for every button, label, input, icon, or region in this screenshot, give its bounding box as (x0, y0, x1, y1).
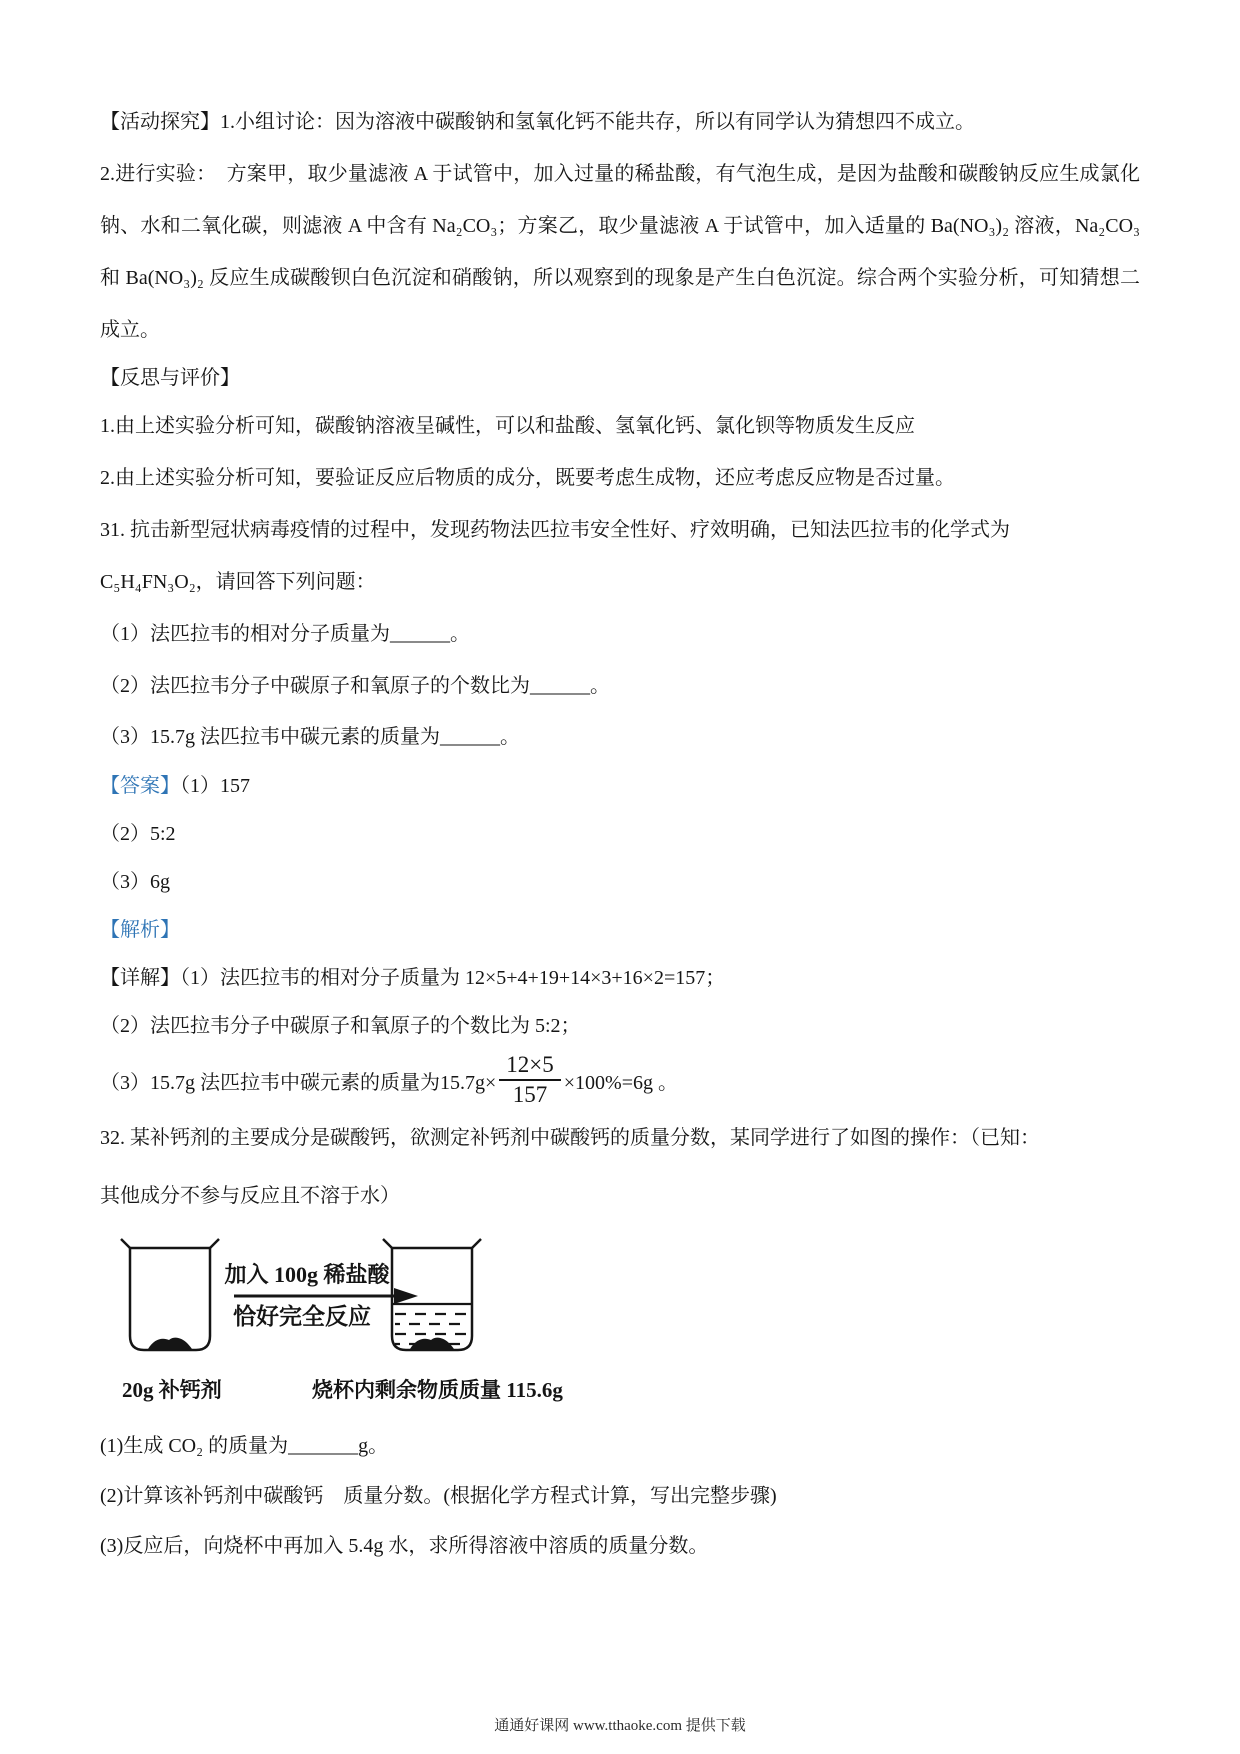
arrow-label-top: 加入 100g 稀盐酸 (224, 1262, 390, 1287)
analysis-label: 【解析】 (100, 919, 180, 941)
q31-detail-3 (100, 1050, 1140, 1110)
reflection-heading: 【反思与评价】 (100, 367, 240, 389)
q32-stem-line2: 其他成分不参与反应且不溶于水） (100, 1185, 400, 1207)
q31-sub2: （2）法匹拉韦分子中碳原子和氧原子的个数比为______。 (100, 675, 610, 697)
detail3-prefix: （3）15.7g 法匹拉韦中碳元素的质量为15.7g× (100, 1071, 497, 1094)
q31-answer-line1 (100, 762, 1140, 810)
answer-1-value: （1）157 (180, 775, 250, 797)
footer-text: 通通好课网 www.tthaoke.com 提供下载 (494, 1718, 746, 1734)
fraction (499, 1052, 560, 1108)
q32-sub3: (3)反应后，向烧杯中再加入 5.4g 水，求所得溶液中溶质的质量分数。 (100, 1535, 709, 1557)
experiment-plan: 2.进行实验： 方案甲，取少量滤液 A 于试管中，加入过量的稀盐酸，有气泡生成，是因为盐酸和碳酸钠反应生成氯化钠、水和二氧化碳，则滤液 A 中含有 Na₂CO₃；方案乙，取少量滤液 A 于试管中，加入适量的 Ba(NO₃)₂ 溶液，Na₂CO₃ 和 Ba(NO₃)₂ 反应生成碳酸钡白色沉淀和硝酸钠，所以观察到的现象是产生白色沉淀。综合两个实验分析，可知猜想二成立。 (100, 163, 1140, 341)
q31-sub1: （1）法匹拉韦的相对分子质量为______。 (100, 623, 470, 645)
reflection-item-1: 1.由上述实验分析可知，碳酸钠溶液呈碱性，可以和盐酸、氢氧化钙、氯化钡等物质发生反应 (100, 415, 915, 437)
answer-label: 【答案】 (100, 775, 180, 797)
activity-discussion: 【活动探究】1.小组讨论：因为溶液中碳酸钠和氢氧化钙不能共存，所以有同学认为猜想四不成立。 (100, 111, 975, 133)
reflection-item-2: 2.由上述实验分析可知，要验证反应后物质的成分，既要考虑生成物，还应考虑反应物是否过量。 (100, 467, 955, 489)
site-footer (0, 1712, 1240, 1740)
q31-sub3: （3）15.7g 法匹拉韦中碳元素的质量为______。 (100, 726, 520, 748)
q31-detail-1: 【详解】（1）法匹拉韦的相对分子质量为 12×5+4+19+14×3+16×2=157； (100, 967, 726, 989)
liquid (393, 1304, 471, 1344)
solid-residue-icon (148, 1338, 192, 1349)
q32-stem-line1: 32. 某补钙剂的主要成分是碳酸钙，欲测定补钙剂中碳酸钙的质量分数，某同学进行了如图的操作：（已知： (100, 1127, 1040, 1149)
q32-sub1: (1)生成 CO₂ 的质量为_______g。 (100, 1435, 389, 1457)
solid-residue-icon (410, 1338, 454, 1349)
arrow-label-bottom: 恰好完全反应 (233, 1304, 371, 1329)
beaker-right-caption: 烧杯内剩余物质质量 115.6g (312, 1378, 563, 1402)
fraction-denominator: 157 (512, 1082, 548, 1107)
reaction-arrow (234, 1288, 418, 1304)
q31-formula-line: C₅H₄FN₃O₂，请回答下列问题： (100, 571, 376, 593)
detail3-suffix: ×100%=6g 。 (563, 1071, 678, 1094)
q31-detail-2: （2）法匹拉韦分子中碳原子和氧原子的个数比为 5:2； (100, 1015, 581, 1037)
arrowhead-icon (394, 1288, 418, 1304)
beaker-left-caption: 20g 补钙剂 (122, 1378, 222, 1402)
q31-stem-line1: 31. 抗击新型冠状病毒疫情的过程中，发现药物法匹拉韦安全性好、疗效明确，已知法匹拉韦的化学式为 (100, 519, 1010, 541)
reaction-figure (100, 1234, 1140, 1409)
fraction-numerator: 12×5 (499, 1052, 560, 1081)
q31-answer-line3: （3）6g (100, 871, 170, 893)
q31-answer-line2: （2）5:2 (100, 823, 176, 845)
left-beaker (121, 1239, 219, 1350)
q32-sub2: (2)计算该补钙剂中碳酸钙 质量分数。(根据化学方程式计算，写出完整步骤) (100, 1485, 777, 1507)
